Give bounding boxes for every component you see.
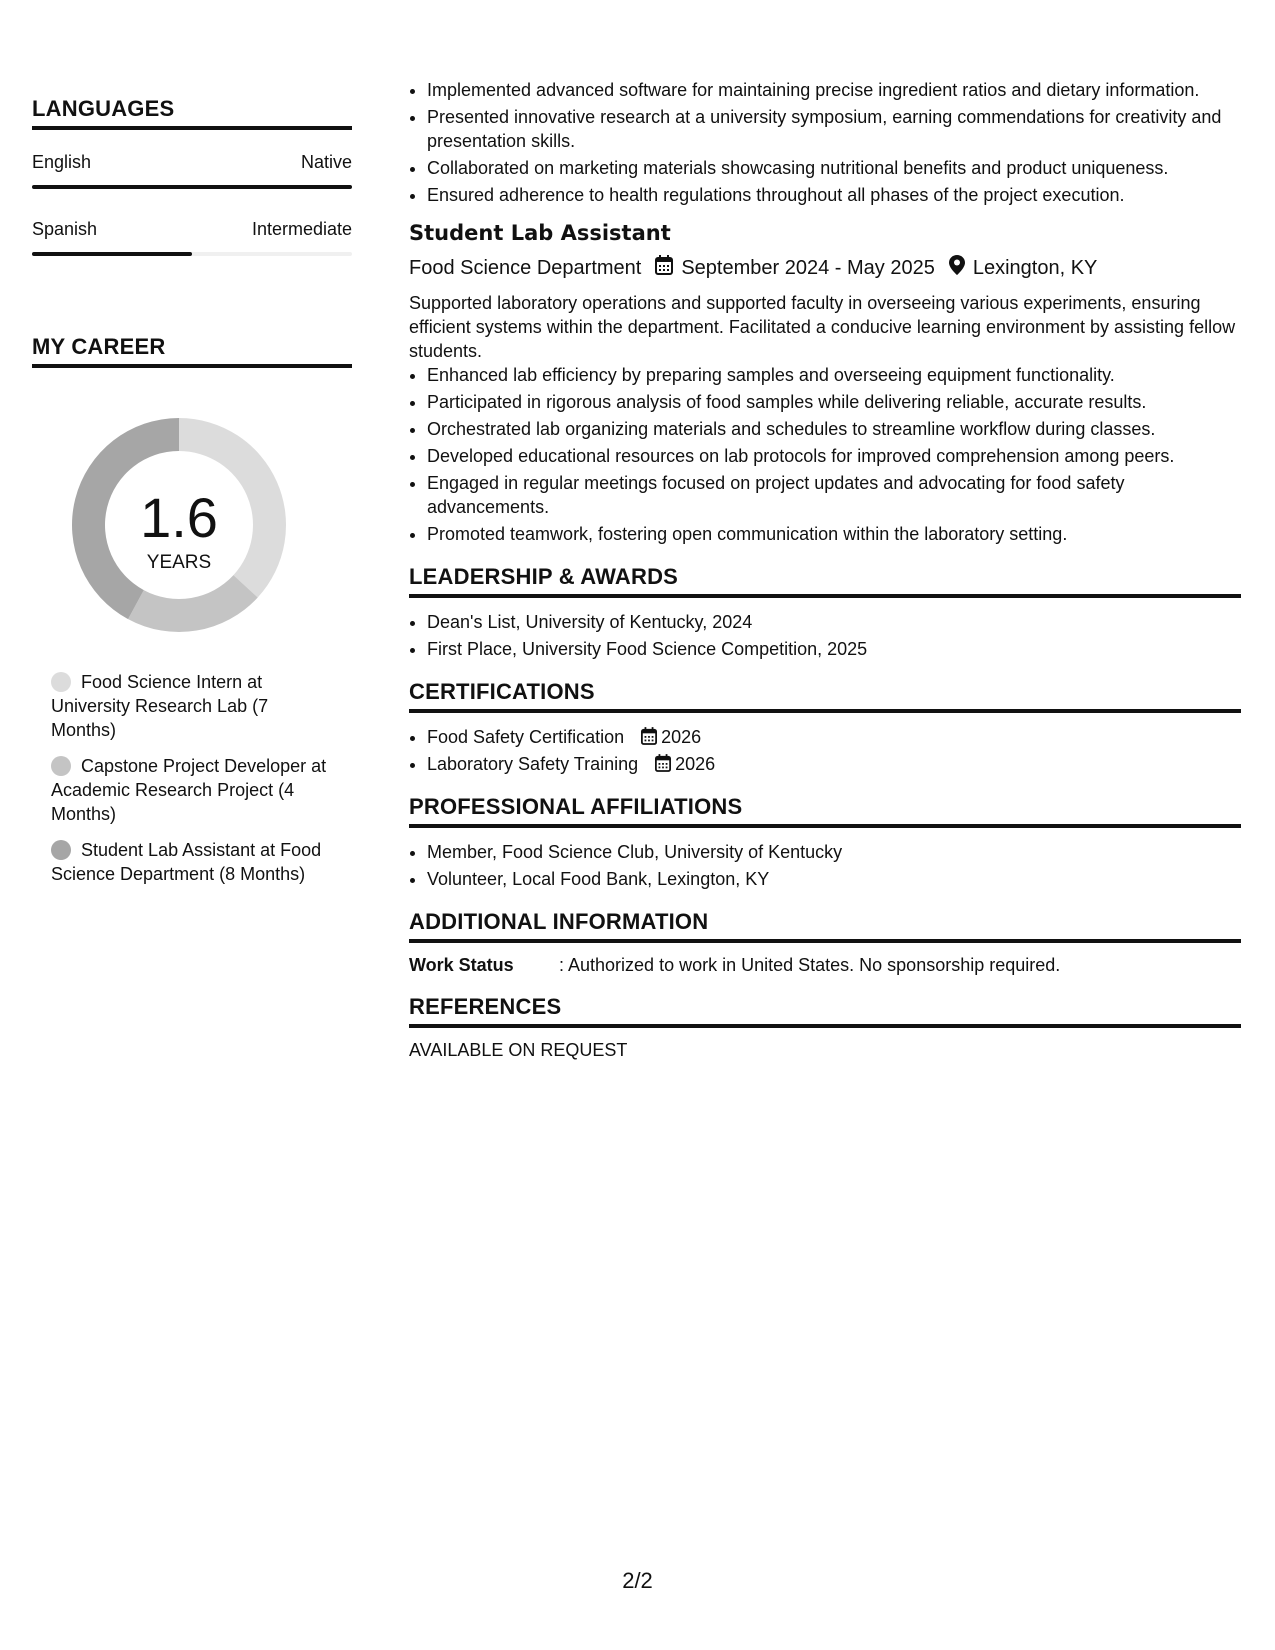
language-level: Intermediate	[251, 219, 352, 239]
sidebar	[32, 96, 352, 898]
list-item: • Participated in rigorous analysis of food samples while delivering reliable, accurate results.	[427, 390, 1241, 414]
role-title: Student Lab Assistant	[409, 221, 671, 245]
career-legend	[51, 670, 331, 886]
list-item: • Implemented advanced software for maintaining precise ingredient ratios and dietary information.	[427, 78, 1241, 102]
legend-label: Food Science Intern at University Research Lab (7 Months)	[51, 672, 269, 740]
career-total-years: 1.6	[140, 486, 218, 549]
awards-section	[409, 564, 1241, 661]
legend-label: Capstone Project Developer at Academic Research Project (4 Months)	[51, 756, 327, 824]
list-item: • Ensured adherence to health regulations throughout all phases of the project execution.	[427, 183, 1241, 207]
awards-heading: LEADERSHIP & AWARDS	[409, 564, 1241, 598]
experience-entry	[409, 221, 1241, 546]
role-dates: September 2024 - May 2025	[681, 256, 935, 279]
calendar-icon	[655, 255, 673, 281]
list-item	[427, 725, 1241, 749]
references-section	[409, 994, 1241, 1061]
calendar-icon	[641, 727, 657, 745]
language-item-english	[32, 152, 352, 189]
list-item: • Engaged in regular meetings focused on project updates and advocating for food safety advancements.	[427, 471, 1241, 519]
legend-dot	[51, 756, 71, 776]
work-status-row	[409, 955, 1241, 976]
career-donut-chart	[66, 412, 292, 638]
certification-name: Laboratory Safety Training	[427, 754, 639, 774]
legend-label: Student Lab Assistant at Food Science Department (8 Months)	[51, 840, 322, 884]
legend-dot	[51, 672, 71, 692]
certification-year: 2026	[675, 754, 716, 774]
language-name: English	[32, 152, 92, 172]
map-pin-icon	[949, 255, 965, 281]
certifications-heading: CERTIFICATIONS	[409, 679, 1241, 713]
career-total-unit: YEARS	[146, 552, 212, 573]
list-item: • Volunteer, Local Food Bank, Lexington, KY	[427, 867, 1241, 891]
role-bullets	[409, 363, 1241, 546]
certification-name: Food Safety Certification	[427, 727, 625, 747]
language-proficiency-bar	[32, 252, 352, 256]
certifications-section	[409, 679, 1241, 776]
list-item: • Promoted teamwork, fostering open communication within the laboratory setting.	[427, 522, 1241, 546]
language-proficiency-fill	[32, 185, 352, 189]
affiliations-heading: PROFESSIONAL AFFILIATIONS	[409, 794, 1241, 828]
calendar-icon	[655, 754, 671, 772]
list-item	[427, 752, 1241, 776]
language-proficiency-bar	[32, 185, 352, 189]
donut-center	[66, 412, 292, 638]
list-item: • Dean's List, University of Kentucky, 2024	[427, 610, 1241, 634]
role-meta	[409, 255, 1241, 281]
legend-item	[51, 754, 331, 826]
affiliations-section	[409, 794, 1241, 891]
references-heading: REFERENCES	[409, 994, 1241, 1028]
work-status-value: : Authorized to work in United States. No sponsorship required.	[559, 955, 1061, 975]
role-location: Lexington, KY	[972, 256, 1098, 279]
career-heading: MY CAREER	[32, 334, 352, 368]
languages-heading: LANGUAGES	[32, 96, 352, 130]
previous-role-bullets	[409, 78, 1241, 207]
references-text: AVAILABLE ON REQUEST	[409, 1040, 628, 1060]
list-item: • Orchestrated lab organizing materials and schedules to streamline workflow during classes.	[427, 417, 1241, 441]
legend-item	[51, 838, 331, 886]
list-item: • First Place, University Food Science Competition, 2025	[427, 637, 1241, 661]
role-organization: Food Science Department	[409, 256, 642, 279]
list-item: • Developed educational resources on lab protocols for improved comprehension among peers.	[427, 444, 1241, 468]
additional-info-heading: ADDITIONAL INFORMATION	[409, 909, 1241, 943]
list-item: • Member, Food Science Club, University of Kentucky	[427, 840, 1241, 864]
language-name: Spanish	[32, 219, 98, 239]
additional-info-section	[409, 909, 1241, 976]
legend-dot	[51, 840, 71, 860]
page-number: 2/2	[622, 1568, 653, 1593]
language-proficiency-fill	[32, 252, 192, 256]
legend-item	[51, 670, 331, 742]
certification-year: 2026	[661, 727, 702, 747]
list-item: • Presented innovative research at a university symposium, earning commendations for creativity and presentation skills.	[427, 105, 1241, 153]
main-content	[409, 78, 1241, 1061]
list-item: • Enhanced lab efficiency by preparing samples and overseeing equipment functionality.	[427, 363, 1241, 387]
role-summary: Supported laboratory operations and supported faculty in overseeing various experiments, ensuring efficient systems within the department. Facilitated a conducive learning environment by assisting fellow students.	[409, 293, 1236, 361]
language-item-spanish	[32, 219, 352, 256]
list-item: • Collaborated on marketing materials showcasing nutritional benefits and product uniqueness.	[427, 156, 1241, 180]
work-status-label: Work Status	[409, 955, 514, 975]
language-level: Native	[300, 152, 352, 172]
